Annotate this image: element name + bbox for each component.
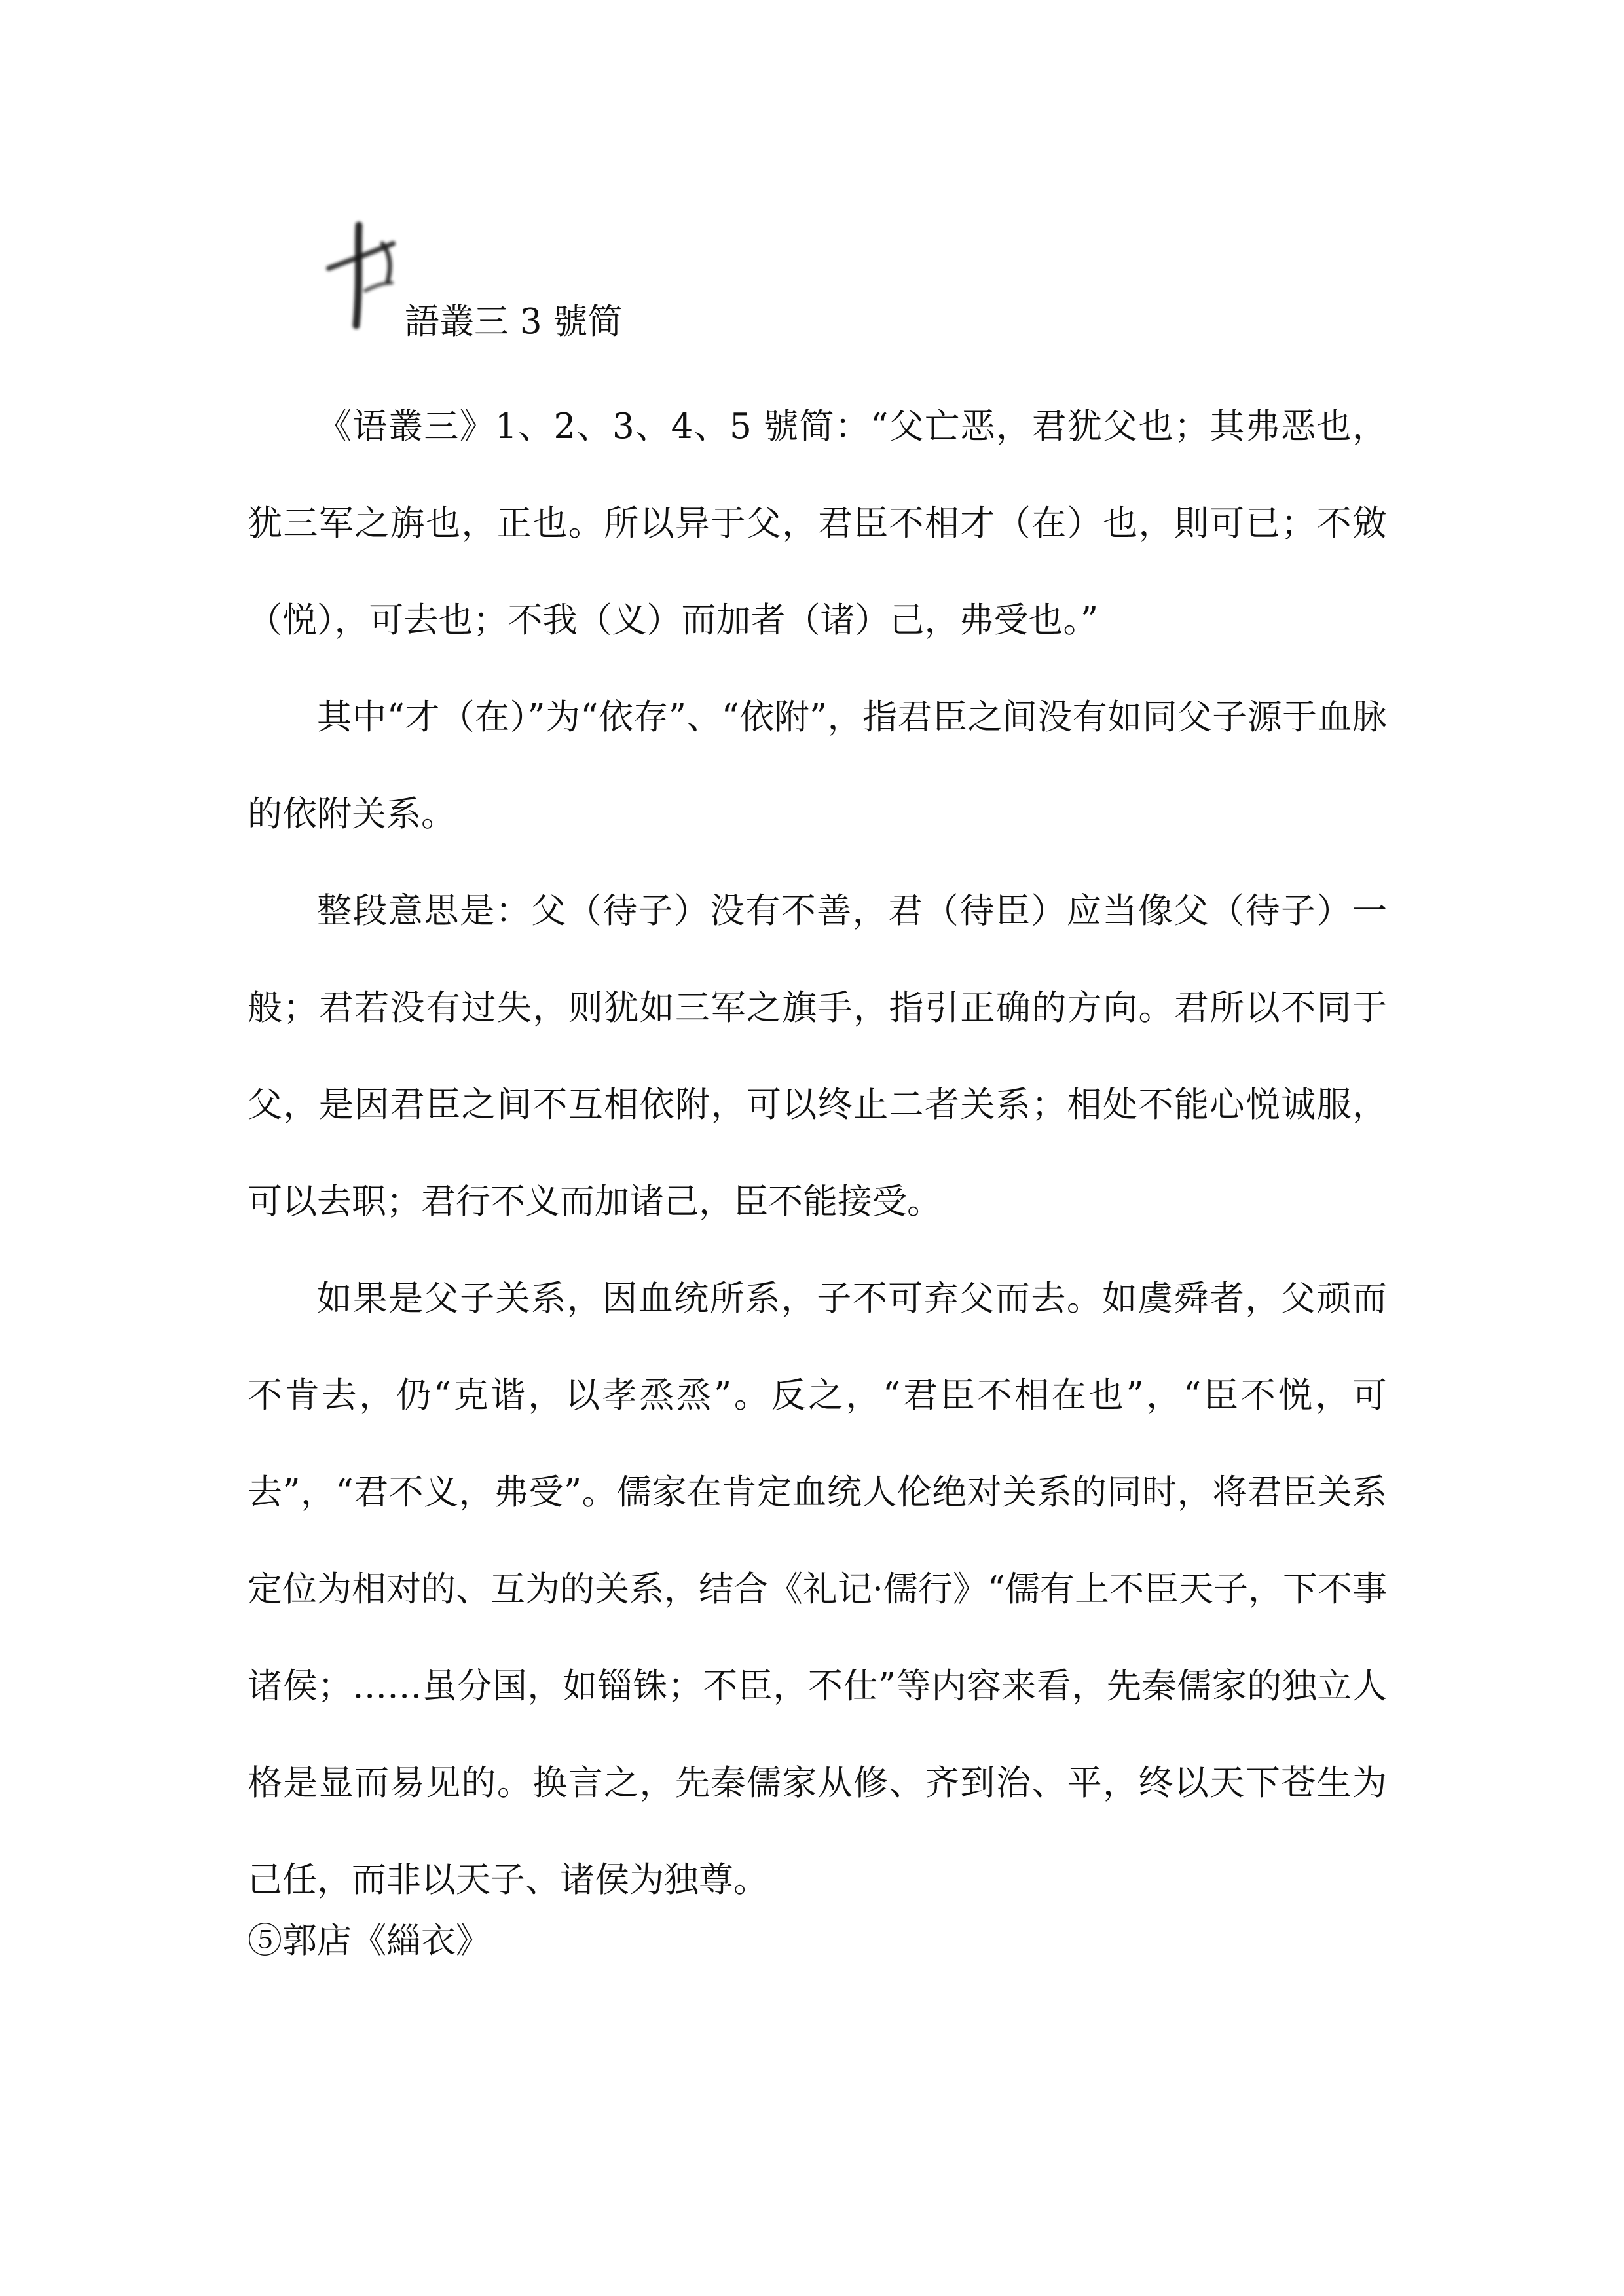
footnote-reference: ⑤郭店《緇衣》: [248, 1921, 490, 1961]
paragraph-4: 如果是父子关系，因血统所系，子不可弃父而去。如虞舜者，父顽而不肯去，仍“克谐，以孝烝烝”。反之，“君臣不相在也”，“臣不悦，可去”，“君不义，弗受”。儒家在肯定血统人伦绝对关系的同时，将君臣关系定位为相对的、互为的关系，结合《礼记·儒行》“儒有上不臣天子，下不事诸侯；……虽分国，如锱铢；不臣，不仕”等内容来看，先秦儒家的独立人格是显而易见的。换言之，先秦儒家从修、齐到治、平，终以天下苍生为己任，而非以天子、诸侯为独尊。: [248, 1279, 1387, 1900]
bamboo-slip-glyph-icon: [320, 217, 418, 335]
paragraph-1: 《语叢三》1、2、3、4、5 號简：“父亡恶，君犹父也；其弗恶也，犹三军之旃也，正也。所以异于父，君臣不相才（在）也，則可已；不敓（悦），可去也；不我（义）而加者（诸）己，弗受也。”: [248, 407, 1387, 640]
paragraph-3: 整段意思是：父（待子）没有不善，君（待臣）应当像父（待子）一般；君若没有过失，则犹如三军之旗手，指引正确的方向。君所以不同于父，是因君臣之间不互相依附，可以终止二者关系；相处不能心悦诚服，可以去职；君行不义而加诸己，臣不能接受。: [248, 891, 1387, 1222]
body-text: [248, 378, 1387, 1929]
figure-caption: 語叢三 3 號简: [405, 302, 623, 342]
paragraph-2: 其中“才（在）”为“依存”、“依附”，指君臣之间没有如同父子源于血脉的依附关系。: [248, 697, 1387, 834]
glyph-svg: [320, 217, 418, 335]
